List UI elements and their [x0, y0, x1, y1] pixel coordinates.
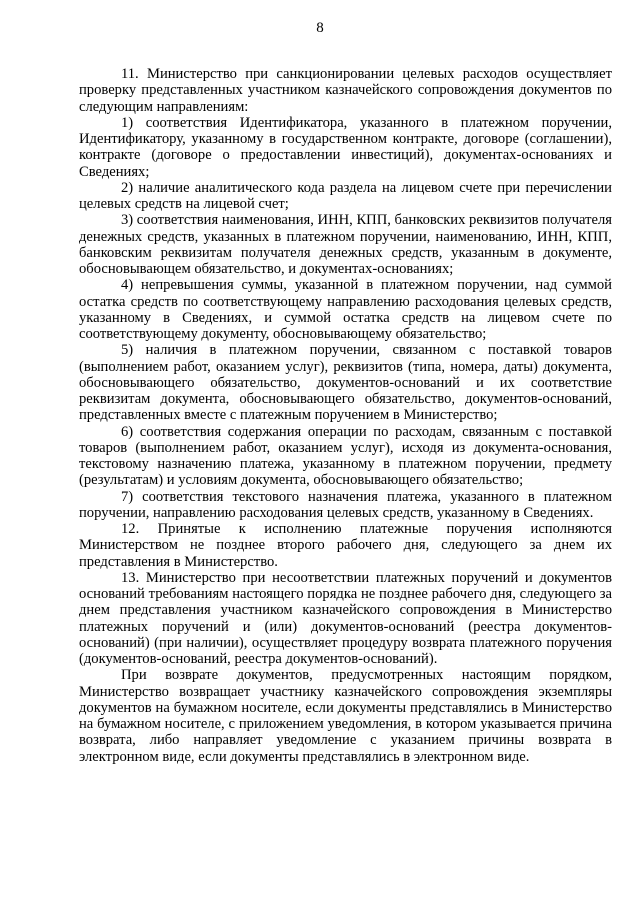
paragraph-11-item-5: 5) наличия в платежном поручении, связанном с поставкой товаров (выполнением работ, оказанием услуг), реквизитов (типа, номера, даты) документа, обосновывающего обязательство, документов-оснований и их соответствие реквизитам документа, обосновывающего обязательство, документов-оснований, представленных вместе с платежным поручением в Министерство;	[79, 342, 612, 424]
paragraph-11-item-2: 2) наличие аналитического кода раздела на лицевом счете при перечислении целевых средств на лицевой счет;	[79, 179, 612, 212]
paragraph-11-item-6: 6) соответствия содержания операции по расходам, связанным с поставкой товаров (выполнением работ, оказанием услуг), исходя из документа-основания, текстовому назначению платежа, указанному в платежном поручении, предмету (результатам) и условиям документа, обосновывающего обязательство;	[79, 423, 612, 489]
page-number: 8	[316, 20, 324, 36]
paragraph-11-item-1: 1) соответствия Идентификатора, указанного в платежном поручении, Идентификатору, указанному в государственном контракте, договоре (соглашении), контракте (договоре о предоставлении инвестиций), документах-основаниях и Сведениях;	[79, 114, 612, 180]
paragraph-11-item-4: 4) непревышения суммы, указанной в платежном поручении, над суммой остатка средств по соответствующему направлению расходования целевых средств, указанному в Сведениях, и суммой остатка средств на лицевом счете по соответствующему документу, обосновывающему обязательство;	[79, 277, 612, 342]
document-body	[79, 66, 612, 765]
paragraph-11-item-3: 3) соответствия наименования, ИНН, КПП, банковских реквизитов получателя денежных средств, указанных в платежном поручении, наименованию, ИНН, КПП, банковским реквизитам получателя денежных средств, указанным в документе, обосновывающем обязательство, и документах-основаниях;	[79, 212, 612, 277]
paragraph-12: 12. Принятые к исполнению платежные поручения исполняются Министерством не позднее второго рабочего дня, следующего за днем их представления в Министерство.	[79, 521, 612, 570]
paragraph-13-return: При возврате документов, предусмотренных настоящим порядком, Министерство возвращает участнику казначейского сопровождения экземпляры документов на бумажном носителе, если документы представлялись в Министерство на бумажном носителе, с приложением уведомления, в котором указывается причина возврата, либо направляет уведомление с указанием причины возврата в электронном виде, если документы представлялись в электронном виде.	[79, 667, 612, 765]
paragraph-11-item-7: 7) соответствия текстового назначения платежа, указанного в платежном поручении, направлению расходования целевых средств, указанному в Сведениях.	[79, 488, 612, 521]
paragraph-11: 11. Министерство при санкционировании целевых расходов осуществляет проверку представленных участником казначейского сопровождения документов по следующим направлениям:	[79, 66, 612, 115]
paragraph-13: 13. Министерство при несоответствии платежных поручений и документов оснований требованиям настоящего порядка не позднее рабочего дня, следующего за днем представления участником казначейского сопровождения в Министерство платежных поручений и (или) документов-оснований (реестра документов-оснований) (при наличии), осуществляет процедуру возврата платежного поручения (документов-оснований, реестра документов-оснований).	[79, 569, 612, 667]
